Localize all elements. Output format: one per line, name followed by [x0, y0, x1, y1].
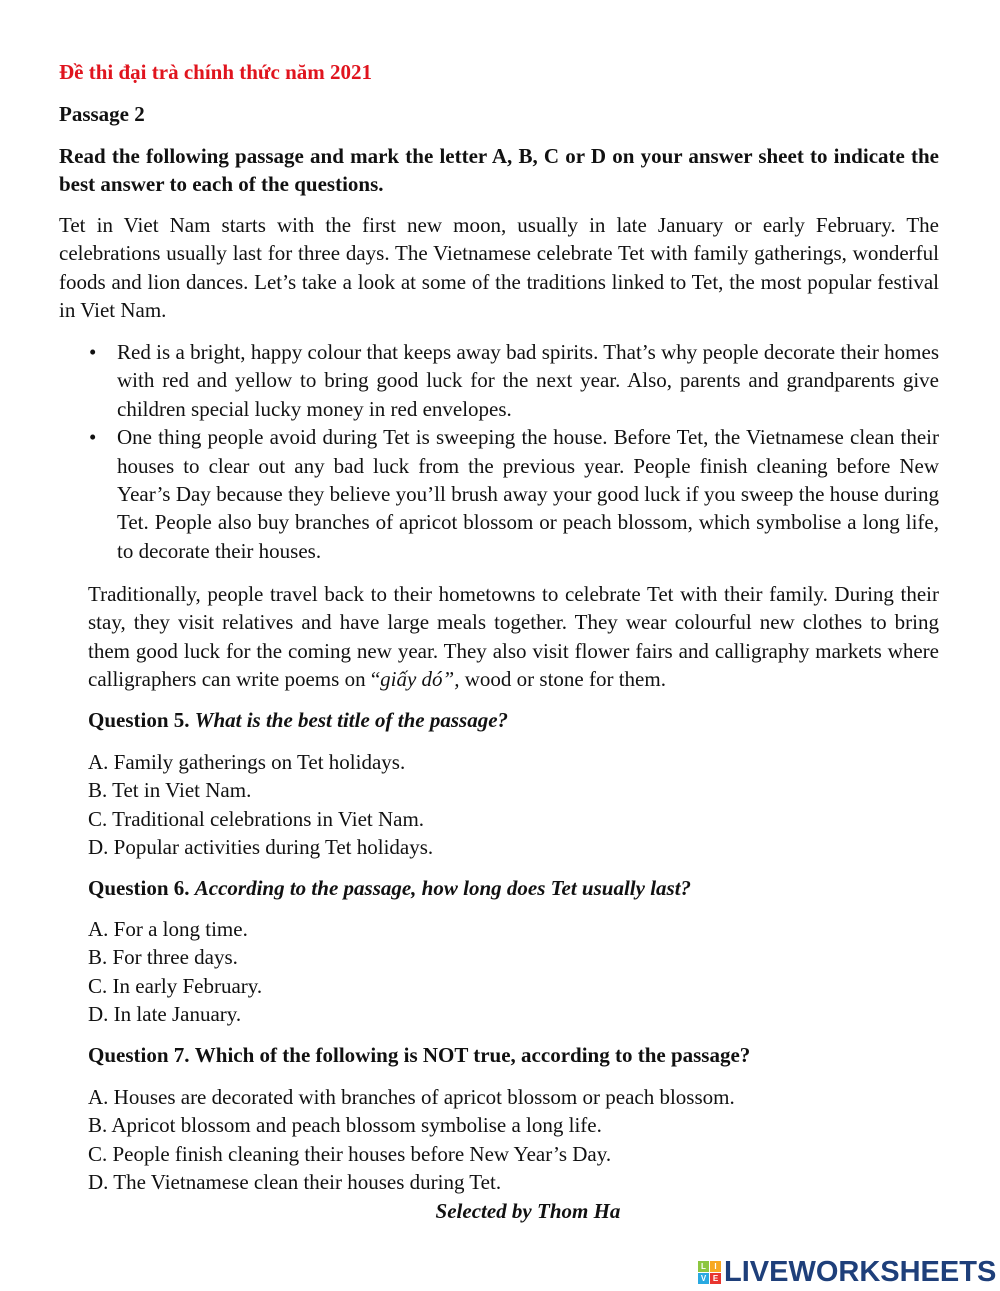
option-c[interactable]: C. Traditional celebrations in Viet Nam. [88, 806, 425, 831]
question-7 [88, 1041, 939, 1069]
question-text: According to the passage, how long does Tet usually last? [194, 876, 692, 900]
question-label: Question 6. [88, 876, 190, 900]
option-a[interactable]: A. Family gatherings on Tet holidays. [88, 750, 406, 774]
option-a[interactable]: A. For a long time. [88, 917, 248, 941]
instruction: Read the following passage and mark the letter A, B, C or D on your answer sheet to indicate the best answer to each of the questions. [59, 144, 939, 197]
option-b[interactable]: B. Tet in Viet Nam. [88, 778, 252, 803]
question-text: What is the best title of the passage? [194, 708, 509, 732]
closing-text: Traditionally, people travel back to their hometowns to celebrate Tet with their family. During their stay, they visit relatives and have large meals together. They wear colourful new clothes to bring them good luck for the coming new year. They also visit flower fairs and calligraphy markets where calligraphers can write poems on “ [88, 582, 939, 692]
question-text: Which of the following is NOT true, according to the passage? [194, 1043, 751, 1067]
logo-cube-icon [698, 1261, 721, 1284]
option-a[interactable]: A. Houses are decorated with branches of apricot blossom or peach blossom. [88, 1085, 735, 1109]
cube-letter: E [710, 1273, 721, 1284]
closing-text-end: wood or stone for them. [459, 667, 666, 692]
list-item: • One thing people avoid during Tet is sweeping the house. Before Tet, the Vietnamese clean their houses to clear out any bad luck from the previous year. People finish cleaning before New Year’s Day because they believe you’ll brush away your good luck if you sweep the house during Tet. People also buy branches of apricot blossom or peach blossom, which symbolise a long life, to decorate their houses. [59, 423, 939, 565]
option-b[interactable]: B. For three days. [88, 945, 238, 970]
question-7-options [88, 1083, 939, 1197]
cube-letter: I [710, 1261, 721, 1272]
question-6-options [88, 915, 939, 1029]
credit: Selected by Thom Ha [435, 1199, 621, 1223]
liveworksheets-logo [698, 1256, 996, 1289]
question-5 [88, 706, 939, 734]
question-label: Question 5. [88, 708, 190, 732]
list-item: • Red is a bright, happy colour that keeps away bad spirits. That’s why people decorate their homes with red and yellow to bring good luck for the next year. Also, parents and grandparents give children special lucky money in red envelopes. [59, 338, 939, 423]
exam-title: Đề thi đại trà chính thức năm 2021 [59, 60, 373, 84]
option-d[interactable]: D. In late January. [88, 1002, 242, 1027]
option-b[interactable]: B. Apricot blossom and peach blossom symbolise a long life. [88, 1113, 602, 1138]
option-c[interactable]: C. People finish cleaning their houses before New Year’s Day. [88, 1141, 612, 1166]
passage-closing [88, 580, 939, 694]
passage-intro: Tet in Viet Nam starts with the first new moon, usually in late January or early February. The celebrations usually last for three days. The Vietnamese celebrate Tet with family gatherings, wonderful foods and lion dances. Let’s take a look at some of the traditions linked to Tet, the most popular festival in Viet Nam. [59, 213, 939, 323]
option-c[interactable]: C. In early February. [88, 973, 263, 998]
option-d[interactable]: D. Popular activities during Tet holidays. [88, 835, 434, 860]
option-d[interactable]: D. The Vietnamese clean their houses during Tet. [88, 1170, 502, 1195]
logo-text: LIVEWORKSHEETS [724, 1256, 997, 1288]
passage-heading: Passage 2 [59, 102, 145, 126]
tradition-list [59, 338, 939, 565]
closing-italic: giấy dó”, [380, 667, 460, 692]
question-label: Question 7. [88, 1043, 190, 1067]
cube-letter: L [698, 1261, 709, 1272]
cube-letter: V [698, 1273, 709, 1284]
question-6 [88, 874, 939, 902]
question-5-options [88, 748, 939, 862]
